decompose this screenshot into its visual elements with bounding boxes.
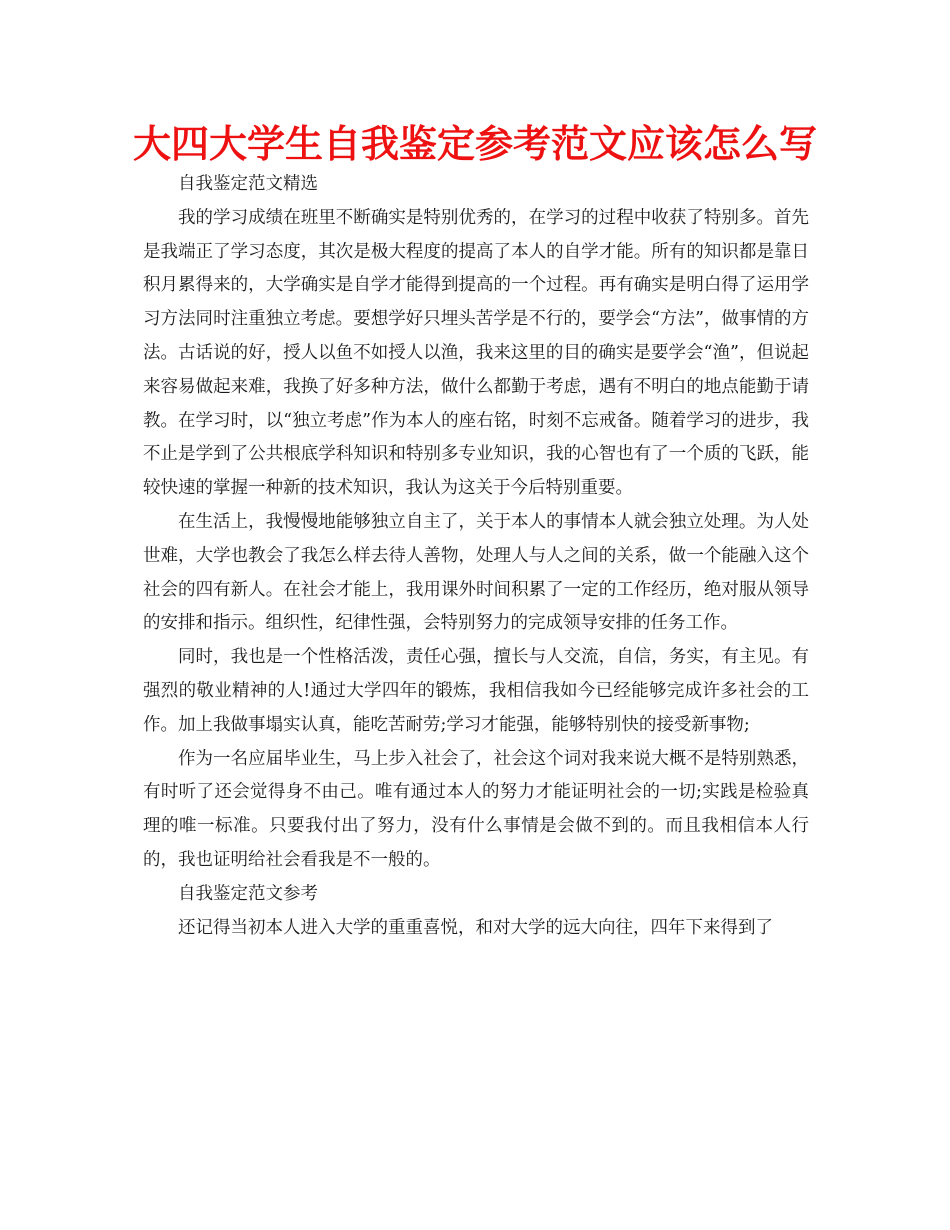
document-body — [143, 168, 809, 945]
body-paragraph: 我的学习成绩在班里不断确实是特别优秀的，在学习的过程中收获了特别多。首先是我端正了学习态度，其次是极大程度的提高了本人的自学才能。所有的知识都是靠日积月累得来的，大学确实是自学才能得到提高的一个过程。再有确实是明白得了运用学习方法同时注重独立考虑。要想学好只埋头苦学是不行的，要学会“方法”，做事情的方法。古话说的好，授人以鱼不如授人以渔，我来这里的目的确实是要学会“渔”，但说起来容易做起来难，我换了好多种方法，做什么都勤于考虑，遇有不明白的地点能勤于请教。在学习时，以“独立考虑”作为本人的座右铭，时刻不忘戒备。随着学习的进步，我不止是学到了公共根底学科知识和特别多专业知识，我的心智也有了一个质的飞跃，能较快速的掌握一种新的技术知识，我认为这关于今后特别重要。 — [143, 207, 809, 499]
body-paragraph: 在生活上，我慢慢地能够独立自主了，关于本人的事情本人就会独立处理。为人处世难，大学也教会了我怎么样去待人善物，处理人与人之间的关系，做一个能融入这个社会的四有新人。在社会才能上，我用课外时间积累了一定的工作经历，绝对服从领导的安排和指示。组织性，纪律性强，会特别努力的完成领导安排的任务工作。 — [143, 511, 809, 634]
body-paragraph: 同时，我也是一个性格活泼，责任心强，擅长与人交流，自信，务实，有主见。有强烈的敬业精神的人!通过大学四年的锻炼，我相信我如今已经能够完成许多社会的工作。加上我做事塌实认真，能吃苦耐劳;学习才能强，能够特别快的接受新事物; — [143, 647, 809, 735]
document-title: 大四大学生自我鉴定参考范文应该怎么写 — [132, 122, 817, 166]
section-heading: 自我鉴定范文参考 — [178, 883, 318, 904]
section-heading: 自我鉴定范文精选 — [178, 174, 318, 194]
body-paragraph: 还记得当初本人进入大学的重重喜悦，和对大学的远大向往，四年下来得到了 — [178, 917, 773, 938]
body-paragraph: 作为一名应届毕业生，马上步入社会了，社会这个词对我来说大概不是特别熟悉，有时听了还会觉得身不由己。唯有通过本人的努力才能证明社会的一切;实践是检验真理的唯一标准。只要我付出了努力，没有什么事情是会做不到的。而且我相信本人行的，我也证明给社会看我是不一般的。 — [143, 748, 809, 870]
